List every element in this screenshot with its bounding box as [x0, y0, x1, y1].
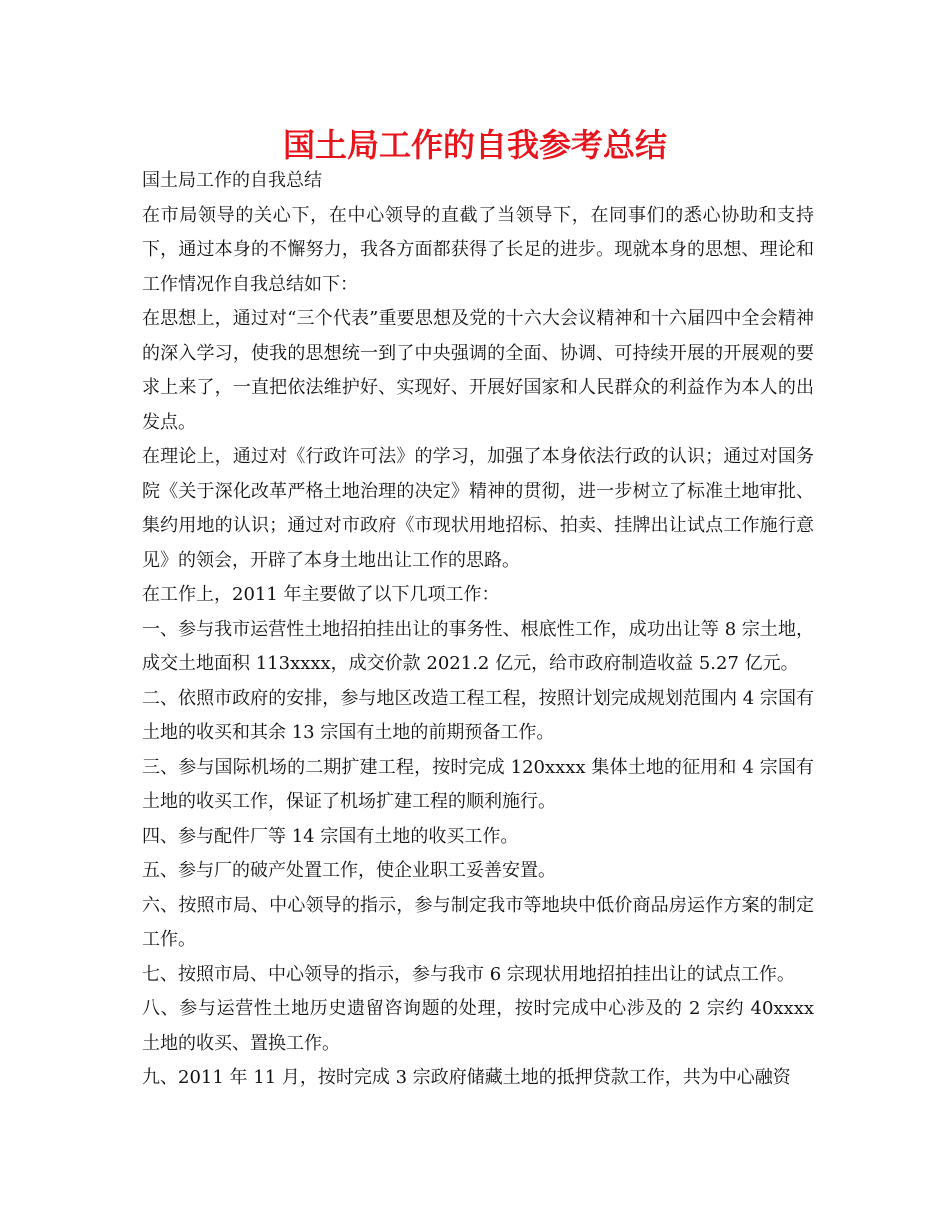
work-heading-paragraph: 在工作上，2011 年主要做了以下几项工作： [142, 584, 500, 605]
work-item-4: 四、参与配件厂等 14 宗国有土地的收买工作。 [142, 825, 519, 847]
subtitle-paragraph: 国土局工作的自我总结 [142, 170, 322, 191]
work-item-9: 九、2011 年 11 月，按时完成 3 宗政府储藏土地的抵押贷款工作，共为中心融资 [142, 1067, 791, 1088]
document-title: 国土局工作的自我参考总结 [282, 126, 667, 164]
work-item-1: 一、参与我市运营性土地招拍挂出让的事务性、根底性工作，成功出让等 8 宗土地，成交土地面积 113xxxx，成交价款 2021.2 亿元，给市政府制造收益 5.27 亿元。 [142, 618, 814, 674]
document-body [142, 164, 814, 1096]
work-item-3: 三、参与国际机场的二期扩建工程，按时完成 120xxxx 集体土地的征用和 4 宗国有土地的收买工作，保证了机场扩建工程的顺利施行。 [142, 756, 814, 812]
work-item-5: 五、参与厂的破产处置工作，使企业职工妥善安置。 [142, 860, 556, 881]
work-item-8: 八、参与运营性土地历史遗留咨询题的处理，按时完成中心涉及的 2 宗约 40xxxx 土地的收买、置换工作。 [142, 998, 814, 1054]
work-item-2: 二、依照市政府的安排，参与地区改造工程工程，按照计划完成规划范围内 4 宗国有土地的收买和其余 13 宗国有土地的前期预备工作。 [142, 687, 814, 743]
thought-paragraph: 在思想上，通过对“三个代表”重要思想及党的十六大会议精神和十六届四中全会精神的深入学习，使我的思想统一到了中央强调的全面、协调、可持续开展的开展观的要求上来了，一直把依法维护好、实现好、开展好国家和人民群众的利益作为本人的出发点。 [142, 308, 814, 433]
theory-paragraph: 在理论上，通过对《行政许可法》的学习，加强了本身依法行政的认识；通过对国务院《关于深化改革严格土地治理的决定》精神的贯彻，进一步树立了标准土地审批、集约用地的认识；通过对市政府《市现状用地招标、拍卖、挂牌出让试点工作施行意见》的领会，开辟了本身土地出让工作的思路。 [142, 446, 814, 571]
intro-paragraph: 在市局领导的关心下，在中心领导的直截了当领导下，在同事们的悉心协助和支持下，通过本身的不懈努力，我各方面都获得了长足的进步。现就本身的思想、理论和工作情况作自我总结如下： [142, 204, 814, 295]
work-item-6: 六、按照市局、中心领导的指示，参与制定我市等地块中低价商品房运作方案的制定工作。 [142, 894, 814, 950]
work-item-7: 七、按照市局、中心领导的指示，参与我市 6 宗现状用地招拍挂出让的试点工作。 [142, 963, 795, 985]
